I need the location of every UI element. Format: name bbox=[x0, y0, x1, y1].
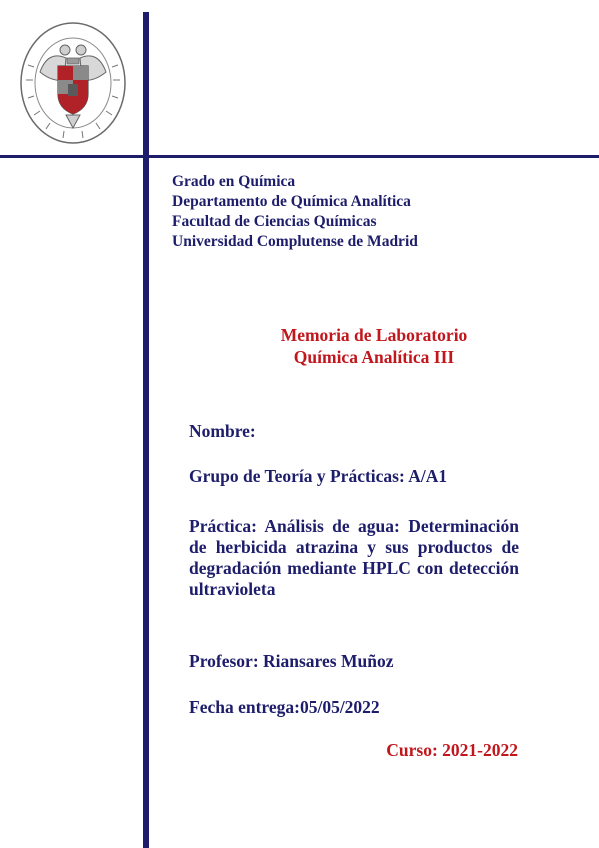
horizontal-rule bbox=[0, 155, 599, 158]
faculty: Facultad de Ciencias Químicas bbox=[172, 213, 377, 230]
profesor-field: Profesor: Riansares Muñoz bbox=[189, 651, 394, 671]
grupo-field: Grupo de Teoría y Prácticas: A/A1 bbox=[189, 466, 448, 486]
practica-field: Práctica: Análisis de agua: Determinación de herbicida atrazina y sus productos de degradación mediante HPLC con detección ultravioleta bbox=[189, 516, 519, 599]
university-seal-icon bbox=[18, 20, 128, 146]
report-title-line2: Química Analítica III bbox=[293, 347, 455, 367]
curso-field: Curso: 2021-2022 bbox=[386, 740, 518, 760]
vertical-rule bbox=[143, 12, 149, 848]
institution-block bbox=[172, 172, 418, 252]
department: Departamento de Química Analítica bbox=[172, 193, 411, 210]
nombre-field: Nombre: bbox=[189, 421, 256, 441]
report-title-line1: Memoria de Laboratorio bbox=[280, 325, 468, 345]
university: Universidad Complutense de Madrid bbox=[172, 233, 418, 250]
fecha-field: Fecha entrega:05/05/2022 bbox=[189, 697, 380, 717]
report-title bbox=[149, 324, 599, 368]
degree: Grado en Química bbox=[172, 173, 296, 190]
